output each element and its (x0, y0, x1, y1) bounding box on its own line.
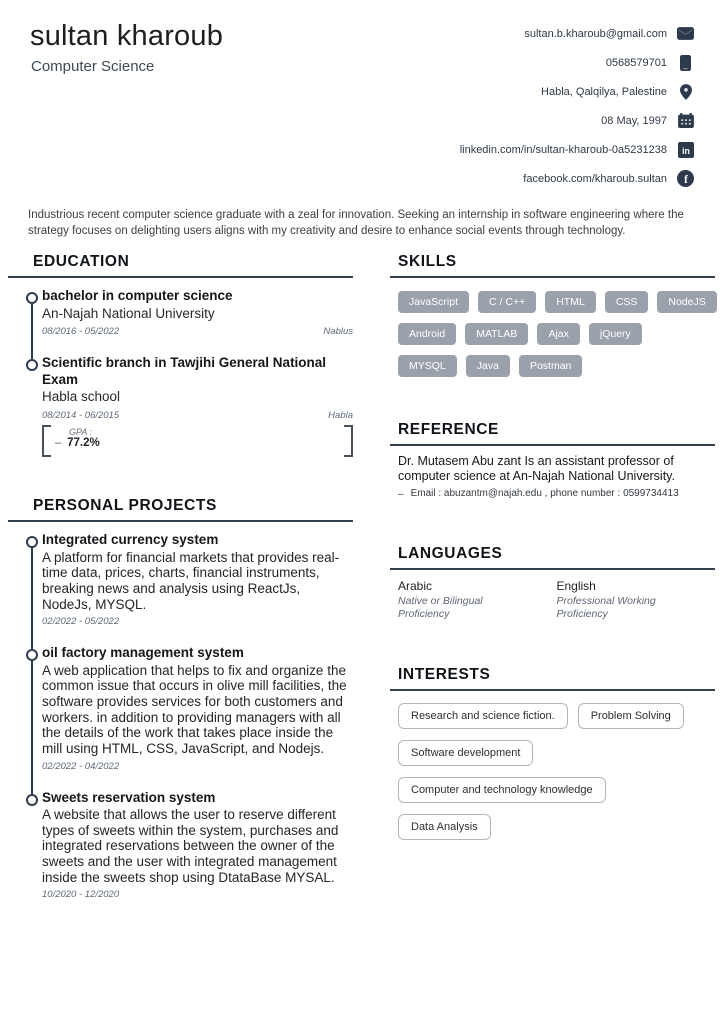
skill-chip: NodeJS (657, 291, 716, 313)
gpa-value: 77.2% (67, 437, 100, 450)
language-name: English (556, 578, 596, 593)
skill-chip: Postman (519, 355, 582, 377)
skill-chip: jQuery (589, 323, 642, 345)
skill-chip: Ajax (537, 323, 579, 345)
projects-timeline (26, 532, 353, 900)
skill-chip: CSS (605, 291, 649, 313)
projects-heading: PERSONAL PROJECTS (33, 497, 217, 515)
project-description: A platform for financial markets that provides real-time data, prices, charts, financial instruments, breaking news and analysis using ReactJs, NodeJs, MYSQL. (42, 549, 340, 612)
calendar-icon (677, 112, 694, 129)
education-location: Nablus (323, 326, 353, 338)
education-section (8, 253, 353, 457)
gpa-block (42, 425, 353, 457)
education-entry (26, 355, 353, 457)
contact-facebook[interactable] (523, 170, 694, 187)
interests-list (398, 703, 715, 840)
project-entry (26, 645, 353, 771)
gpa-bracket-right (344, 425, 353, 457)
main-columns (0, 253, 724, 900)
right-column (390, 253, 715, 900)
project-description: A website that allows the user to reserve different types of sweets within the system, purchases and integrated reservations between the owner of the sweets and the user with integrated management inside the sweets shop using DtataBase MYSAL. (42, 807, 339, 885)
interests-heading: INTERESTS (398, 665, 491, 683)
reference-dash: – (398, 488, 404, 500)
svg-text:f: f (684, 174, 688, 187)
phone-text: 0568579701 (605, 56, 667, 69)
reference-section (390, 421, 715, 501)
skills-heading: SKILLS (398, 253, 457, 271)
gpa-label: GPA : (69, 427, 93, 438)
education-heading-rule (8, 253, 353, 278)
email-text[interactable]: sultan.b.kharoub@gmail.com (524, 27, 667, 40)
interest-pill: Problem Solving (578, 703, 684, 729)
projects-section (8, 497, 353, 900)
skill-chip: HTML (545, 291, 596, 313)
project-title: Sweets reservation system (42, 789, 216, 805)
languages-heading-rule (390, 545, 715, 570)
project-dates: 10/2020 - 12/2020 (42, 889, 120, 901)
skill-chip: JavaScript (398, 291, 469, 313)
education-heading: EDUCATION (33, 253, 130, 271)
project-entry (26, 790, 353, 901)
skill-chip: C / C++ (478, 291, 536, 313)
school-name: Habla school (42, 389, 121, 405)
skills-section (390, 253, 715, 377)
language-item (398, 579, 557, 622)
reference-body (398, 454, 715, 501)
facebook-icon (677, 170, 694, 187)
project-dates: 02/2022 - 04/2022 (42, 760, 120, 772)
reference-text: Dr. Mutasem Abu zant Is an assistant professor of computer science at An-Najah National University. (398, 454, 675, 484)
interests-heading-rule (390, 666, 715, 691)
languages-heading: LANGUAGES (398, 544, 503, 562)
reference-heading-rule (390, 421, 715, 446)
language-name: Arabic (398, 578, 433, 593)
education-timeline (26, 288, 353, 457)
school-name: An-Najah National University (42, 305, 215, 321)
degree-title: bachelor in computer science (42, 288, 233, 304)
phone-icon (677, 54, 694, 71)
gpa-dash: – (55, 437, 62, 450)
facebook-text[interactable]: facebook.com/kharoub.sultan (523, 172, 667, 185)
education-location: Habla (328, 410, 353, 422)
skill-chip: Android (398, 323, 456, 345)
birthdate-text: 08 May, 1997 (601, 114, 667, 127)
header (0, 0, 724, 192)
languages-list (398, 579, 715, 622)
location-text: Habla, Qalqilya, Palestine (541, 85, 667, 98)
person-name: sultan kharoub (30, 20, 224, 52)
languages-section (390, 545, 715, 622)
skills-chips (398, 291, 715, 377)
summary-paragraph: Industrious recent computer science graduate with a zeal for innovation. Seeking an internship in software engineering where the strategy focuses on delighting users aligns with my creativity and desire to enhance social events through technology. (28, 209, 684, 237)
linkedin-text[interactable]: linkedin.com/in/sultan-kharoub-0a5231238 (459, 143, 667, 156)
skills-heading-rule (390, 253, 715, 278)
contact-phone (606, 54, 694, 71)
reference-contact: Email : abuzantm@najah.edu , phone number : 0599734413 (410, 487, 679, 499)
project-title: oil factory management system (42, 645, 244, 661)
degree-title: Scientific branch in Tawjihi General National Exam (42, 355, 327, 387)
education-entry (26, 288, 353, 337)
location-pin-icon (677, 83, 694, 100)
interest-pill: Data Analysis (398, 814, 491, 840)
project-dates: 02/2022 - 05/2022 (42, 616, 120, 628)
education-dates: 08/2014 - 06/2015 (42, 410, 120, 422)
skill-chip: MATLAB (465, 323, 528, 345)
contact-list (460, 25, 694, 187)
contact-linkedin[interactable] (460, 141, 694, 158)
skill-chip: MYSQL (398, 355, 457, 377)
contact-email[interactable] (524, 25, 694, 42)
contact-birthdate (601, 112, 694, 129)
interest-pill: Research and science fiction. (398, 703, 568, 729)
projects-heading-rule (8, 497, 353, 522)
education-dates: 08/2016 - 05/2022 (42, 326, 120, 338)
project-description: A web application that helps to fix and organize the common issue that occurs in olive mill facilities, the software provides services for both customers and workers. in addition to providing managers with all the details of the work that takes place inside the mill using HTML, CSS, JavaScript, and Nodejs. (42, 662, 347, 757)
project-title: Integrated currency system (42, 532, 219, 548)
person-title: Computer Science (31, 58, 155, 75)
linkedin-icon (677, 141, 694, 158)
contact-location (541, 83, 694, 100)
left-column (8, 253, 353, 900)
interest-pill: Software development (398, 740, 533, 766)
svg-text:in: in (681, 145, 690, 156)
reference-heading: REFERENCE (398, 421, 499, 439)
language-level: Professional Working Proficiency (556, 594, 656, 621)
email-icon (677, 25, 694, 42)
project-entry (26, 532, 353, 627)
language-item (557, 579, 716, 622)
interests-section (390, 666, 715, 840)
interest-pill: Computer and technology knowledge (398, 777, 606, 803)
gpa-bracket-left (42, 425, 51, 457)
skill-chip: Java (466, 355, 510, 377)
language-level: Native or Bilingual Proficiency (398, 594, 483, 621)
